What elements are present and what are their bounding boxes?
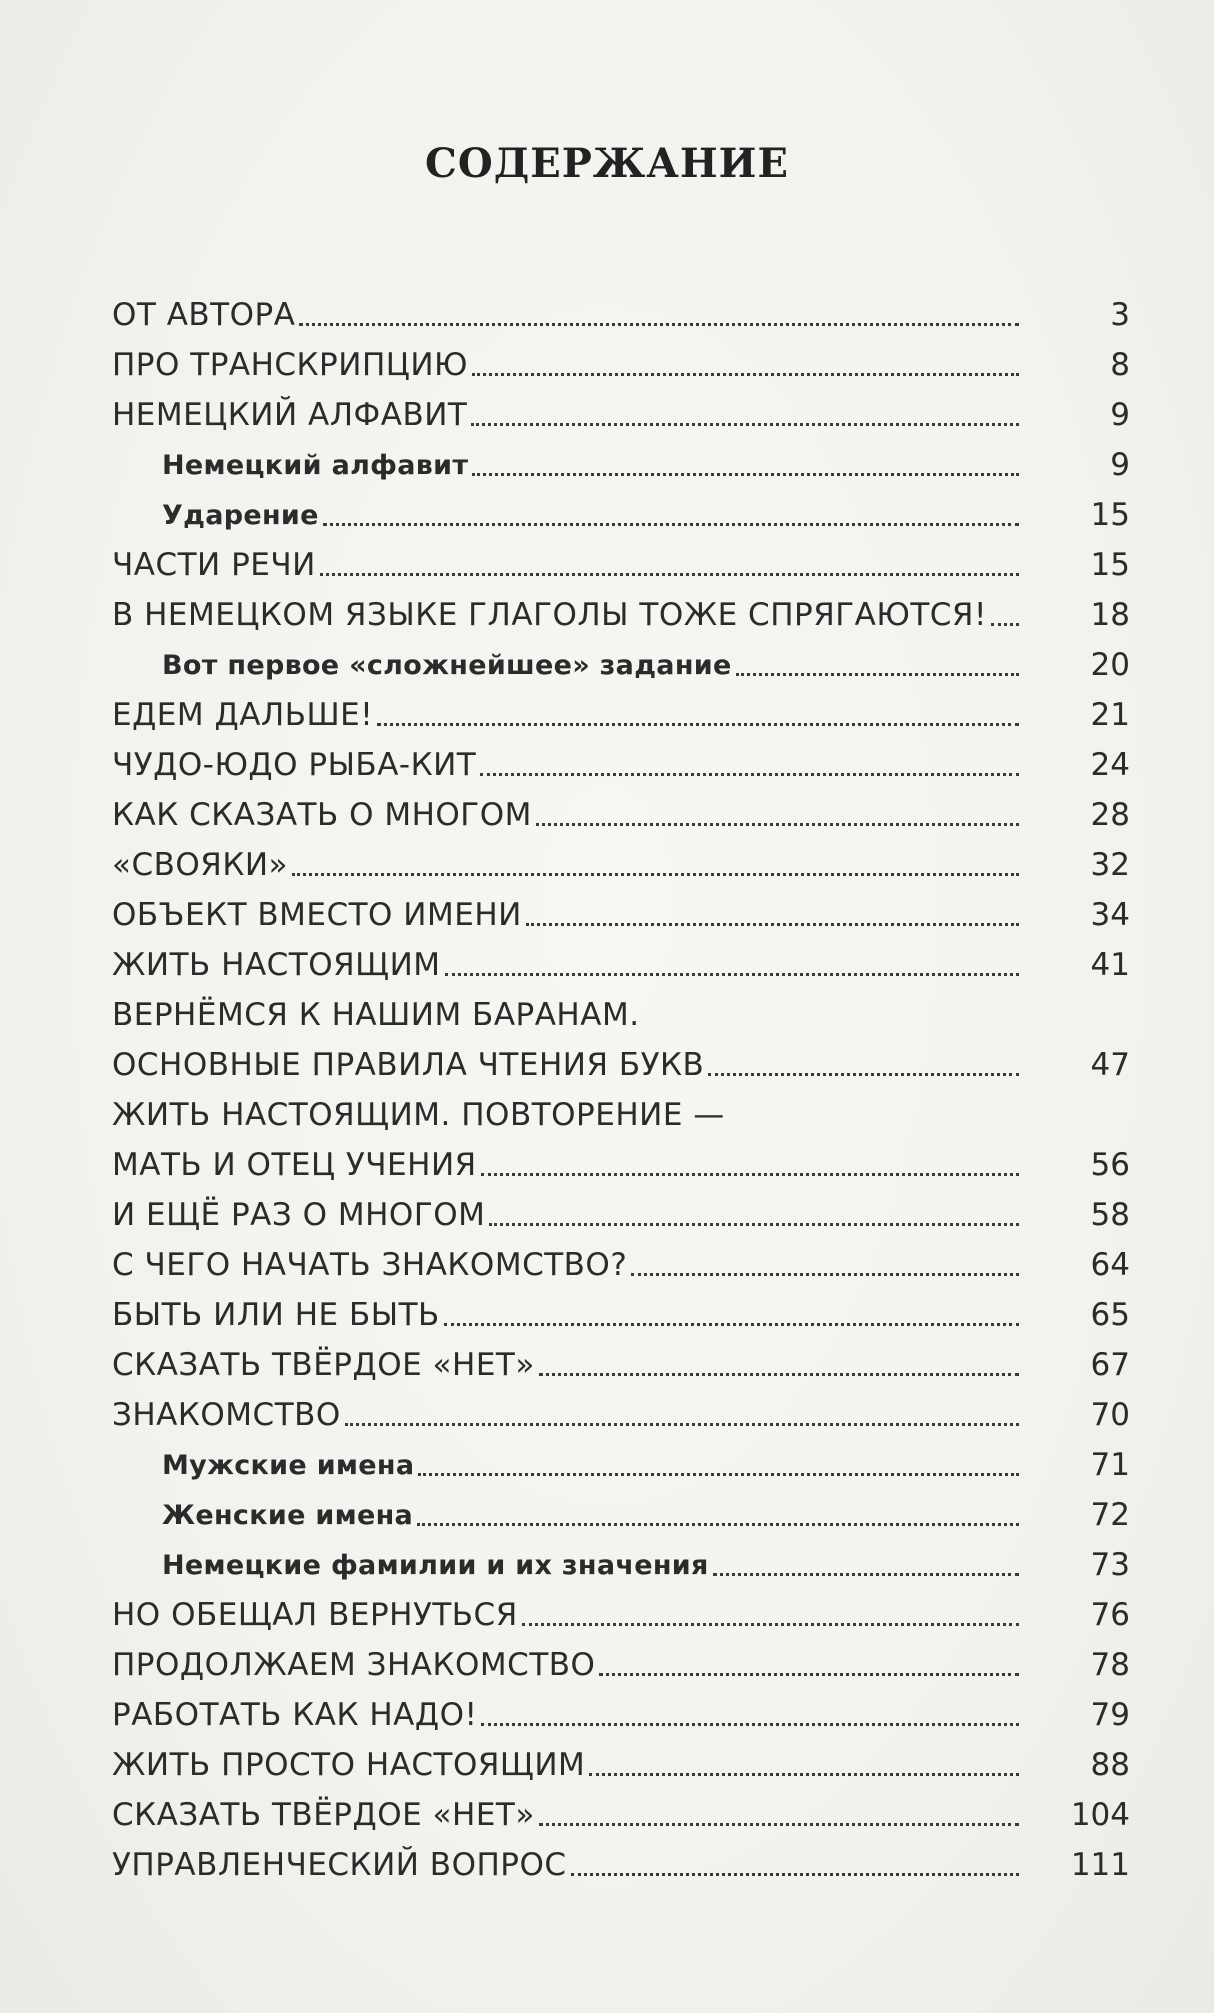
toc-entry — [0, 1690, 1214, 1740]
toc-entry — [0, 1390, 1214, 1440]
toc-page-number: 9 — [1110, 447, 1130, 483]
toc-entry-title: Немецкий алфавит — [162, 449, 469, 481]
toc-entry-title: КАК СКАЗАТЬ О МНОГОМ — [112, 797, 532, 833]
toc-page-number: 71 — [1090, 1447, 1130, 1483]
toc-line — [112, 297, 1027, 333]
toc-line — [112, 1147, 1027, 1183]
page-title: СОДЕРЖАНИЕ — [425, 140, 789, 187]
toc-line — [112, 747, 1027, 783]
toc-page-number: 70 — [1090, 1397, 1130, 1433]
toc-page-number: 24 — [1090, 747, 1130, 783]
toc-line — [112, 997, 1027, 1033]
toc-entry — [0, 740, 1214, 790]
toc-entry — [0, 390, 1214, 440]
toc-subentry — [0, 1490, 1214, 1540]
dot-leader — [417, 1523, 1019, 1526]
toc-entry-title: Ударение — [162, 499, 319, 531]
toc-entry — [0, 1590, 1214, 1640]
toc-entry — [0, 790, 1214, 840]
dot-leader — [481, 1173, 1019, 1176]
toc-line — [112, 797, 1027, 833]
toc-entry-title: Женские имена — [162, 1499, 414, 1531]
toc-line — [112, 1397, 1027, 1433]
dot-leader — [522, 1623, 1019, 1626]
toc-line — [112, 1047, 1027, 1083]
toc-page-number: 65 — [1090, 1297, 1130, 1333]
dot-leader — [589, 1773, 1019, 1776]
toc-entry-title: «СВОЯКИ» — [112, 847, 288, 883]
toc-entry — [0, 540, 1214, 590]
toc-line — [112, 847, 1027, 883]
dot-leader — [320, 573, 1019, 576]
dot-leader — [323, 523, 1019, 526]
toc-line — [112, 397, 1027, 433]
toc-entry — [0, 1790, 1214, 1840]
toc-page-number: 73 — [1090, 1547, 1130, 1583]
dot-leader — [292, 873, 1019, 876]
toc-entry-title: С ЧЕГО НАЧАТЬ ЗНАКОМСТВО? — [112, 1247, 628, 1283]
toc-entry — [0, 340, 1214, 390]
dot-leader — [539, 1373, 1019, 1376]
dot-leader — [736, 673, 1019, 676]
dot-leader — [536, 823, 1019, 826]
toc-entry-title: БЫТЬ ИЛИ НЕ БЫТЬ — [112, 1297, 440, 1333]
dot-leader — [418, 1473, 1019, 1476]
toc-entry — [0, 1290, 1214, 1340]
toc-entry — [0, 990, 1214, 1040]
toc-line — [112, 697, 1027, 733]
toc-page-number: 15 — [1090, 497, 1130, 533]
toc-page-number: 15 — [1090, 547, 1130, 583]
toc-entry-title: УПРАВЛЕНЧЕСКИЙ ВОПРОС — [112, 1847, 567, 1883]
toc-line — [112, 597, 1027, 633]
toc-page-number: 58 — [1090, 1197, 1130, 1233]
toc-page-number: 76 — [1090, 1597, 1130, 1633]
toc-entry-title: РАБОТАТЬ КАК НАДО! — [112, 1697, 478, 1733]
toc-entry-title: Вот первое «сложнейшее» задание — [162, 649, 732, 681]
toc-entry — [0, 690, 1214, 740]
dot-leader — [526, 923, 1019, 926]
dot-leader — [377, 723, 1019, 726]
toc-line — [112, 947, 1027, 983]
toc-entry-title: СКАЗАТЬ ТВЁРДОЕ «НЕТ» — [112, 1797, 535, 1833]
dot-leader — [708, 1073, 1019, 1076]
toc-entry-title: В НЕМЕЦКОМ ЯЗЫКЕ ГЛАГОЛЫ ТОЖЕ СПРЯГАЮТСЯ! — [112, 597, 987, 633]
toc-page-number: 64 — [1090, 1247, 1130, 1283]
toc-page-number: 47 — [1090, 1047, 1130, 1083]
toc-page-number: 3 — [1110, 297, 1130, 333]
toc-entry — [0, 1740, 1214, 1790]
dot-leader — [631, 1273, 1019, 1276]
toc-entry-title: ЖИТЬ НАСТОЯЩИМ — [112, 947, 441, 983]
toc-entry-title: ОСНОВНЫЕ ПРАВИЛА ЧТЕНИЯ БУКВ — [112, 1047, 705, 1083]
toc-line — [112, 547, 1027, 583]
toc-line — [112, 1197, 1027, 1233]
toc-entry — [0, 1840, 1214, 1890]
dot-leader — [445, 973, 1019, 976]
toc-page-number: 9 — [1110, 397, 1130, 433]
toc-subentry — [0, 490, 1214, 540]
toc-entry-title: МАТЬ И ОТЕЦ УЧЕНИЯ — [112, 1147, 477, 1183]
toc-entry — [0, 890, 1214, 940]
toc-entry-title: НЕМЕЦКИЙ АЛФАВИТ — [112, 397, 468, 433]
toc-line — [162, 650, 1027, 681]
toc-page-number: 21 — [1090, 697, 1130, 733]
toc-entry — [0, 840, 1214, 890]
dot-leader — [444, 1323, 1019, 1326]
toc-page-number: 20 — [1090, 647, 1130, 683]
toc-entry — [0, 1190, 1214, 1240]
dot-leader — [472, 373, 1019, 376]
toc-entry-title: И ЕЩЁ РАЗ О МНОГОМ — [112, 1197, 486, 1233]
toc-entry-title: ОТ АВТОРА — [112, 297, 296, 333]
toc-page-number: 34 — [1090, 897, 1130, 933]
dot-leader — [539, 1823, 1019, 1826]
toc-page-number: 28 — [1090, 797, 1130, 833]
toc-line — [112, 1597, 1027, 1633]
toc-entry-title: ЧАСТИ РЕЧИ — [112, 547, 316, 583]
dot-leader — [489, 1223, 1019, 1226]
toc-line — [112, 1747, 1027, 1783]
dot-leader — [299, 323, 1019, 326]
toc-line — [112, 1297, 1027, 1333]
toc-entry — [0, 1140, 1214, 1190]
toc-entry — [0, 1340, 1214, 1390]
toc-line — [112, 1847, 1027, 1883]
toc-line — [162, 1500, 1027, 1531]
toc-entry-title: НО ОБЕЩАЛ ВЕРНУТЬСЯ — [112, 1597, 518, 1633]
toc-line — [162, 1450, 1027, 1481]
toc-entry-title: ЧУДО-ЮДО РЫБА-КИТ — [112, 747, 477, 783]
dot-leader — [472, 473, 1019, 476]
toc-entry-title: Немецкие фамилии и их значения — [162, 1549, 709, 1581]
dot-leader — [599, 1673, 1019, 1676]
toc-page-number: 88 — [1090, 1747, 1130, 1783]
toc-page-number: 56 — [1090, 1147, 1130, 1183]
toc-page-number: 8 — [1110, 347, 1130, 383]
toc-page-number: 18 — [1090, 597, 1130, 633]
toc-entry-title: ЖИТЬ ПРОСТО НАСТОЯЩИМ — [112, 1747, 586, 1783]
toc-page-number: 41 — [1090, 947, 1130, 983]
dot-leader — [481, 1723, 1019, 1726]
toc-entry — [0, 590, 1214, 640]
toc-page-number: 111 — [1070, 1847, 1130, 1883]
toc-line — [162, 500, 1027, 531]
toc-entry-title: ПРО ТРАНСКРИПЦИЮ — [112, 347, 468, 383]
toc-entry-title: Мужские имена — [162, 1449, 415, 1481]
toc-entry — [0, 940, 1214, 990]
toc-entry — [0, 1090, 1214, 1140]
toc-entry-title: СКАЗАТЬ ТВЁРДОЕ «НЕТ» — [112, 1347, 535, 1383]
toc-page-number: 32 — [1090, 847, 1130, 883]
toc-entry — [0, 1040, 1214, 1090]
toc-entry-title: ОБЪЕКТ ВМЕСТО ИМЕНИ — [112, 897, 522, 933]
toc-line — [112, 1647, 1027, 1683]
toc-entry — [0, 1240, 1214, 1290]
toc-page-number: 104 — [1070, 1797, 1130, 1833]
toc-entry-title: ЖИТЬ НАСТОЯЩИМ. ПОВТОРЕНИЕ — — [112, 1097, 725, 1133]
toc-entry-title: ЕДЕМ ДАЛЬШЕ! — [112, 697, 374, 733]
dot-leader — [480, 773, 1019, 776]
toc-entry — [0, 290, 1214, 340]
toc-entry-title: ВЕРНЁМСЯ К НАШИМ БАРАНАМ. — [112, 997, 640, 1033]
toc-subentry — [0, 640, 1214, 690]
table-of-contents — [0, 290, 1214, 1890]
toc-page-number: 72 — [1090, 1497, 1130, 1533]
toc-line — [112, 1347, 1027, 1383]
toc-line — [112, 897, 1027, 933]
toc-subentry — [0, 1540, 1214, 1590]
dot-leader — [571, 1873, 1019, 1876]
toc-line — [112, 1097, 1027, 1133]
dot-leader — [345, 1423, 1019, 1426]
toc-subentry — [0, 440, 1214, 490]
dot-leader — [713, 1573, 1019, 1576]
toc-line — [112, 347, 1027, 383]
toc-line — [162, 1550, 1027, 1581]
toc-page-number: 67 — [1090, 1347, 1130, 1383]
toc-line — [162, 450, 1027, 481]
toc-entry-title: ЗНАКОМСТВО — [112, 1397, 341, 1433]
toc-line — [112, 1247, 1027, 1283]
toc-line — [112, 1797, 1027, 1833]
toc-entry — [0, 1640, 1214, 1690]
toc-subentry — [0, 1440, 1214, 1490]
dot-leader — [991, 623, 1019, 626]
toc-entry-title: ПРОДОЛЖАЕМ ЗНАКОМСТВО — [112, 1647, 596, 1683]
dot-leader — [471, 423, 1019, 426]
toc-page-number: 79 — [1090, 1697, 1130, 1733]
toc-page-number: 78 — [1090, 1647, 1130, 1683]
toc-line — [112, 1697, 1027, 1733]
